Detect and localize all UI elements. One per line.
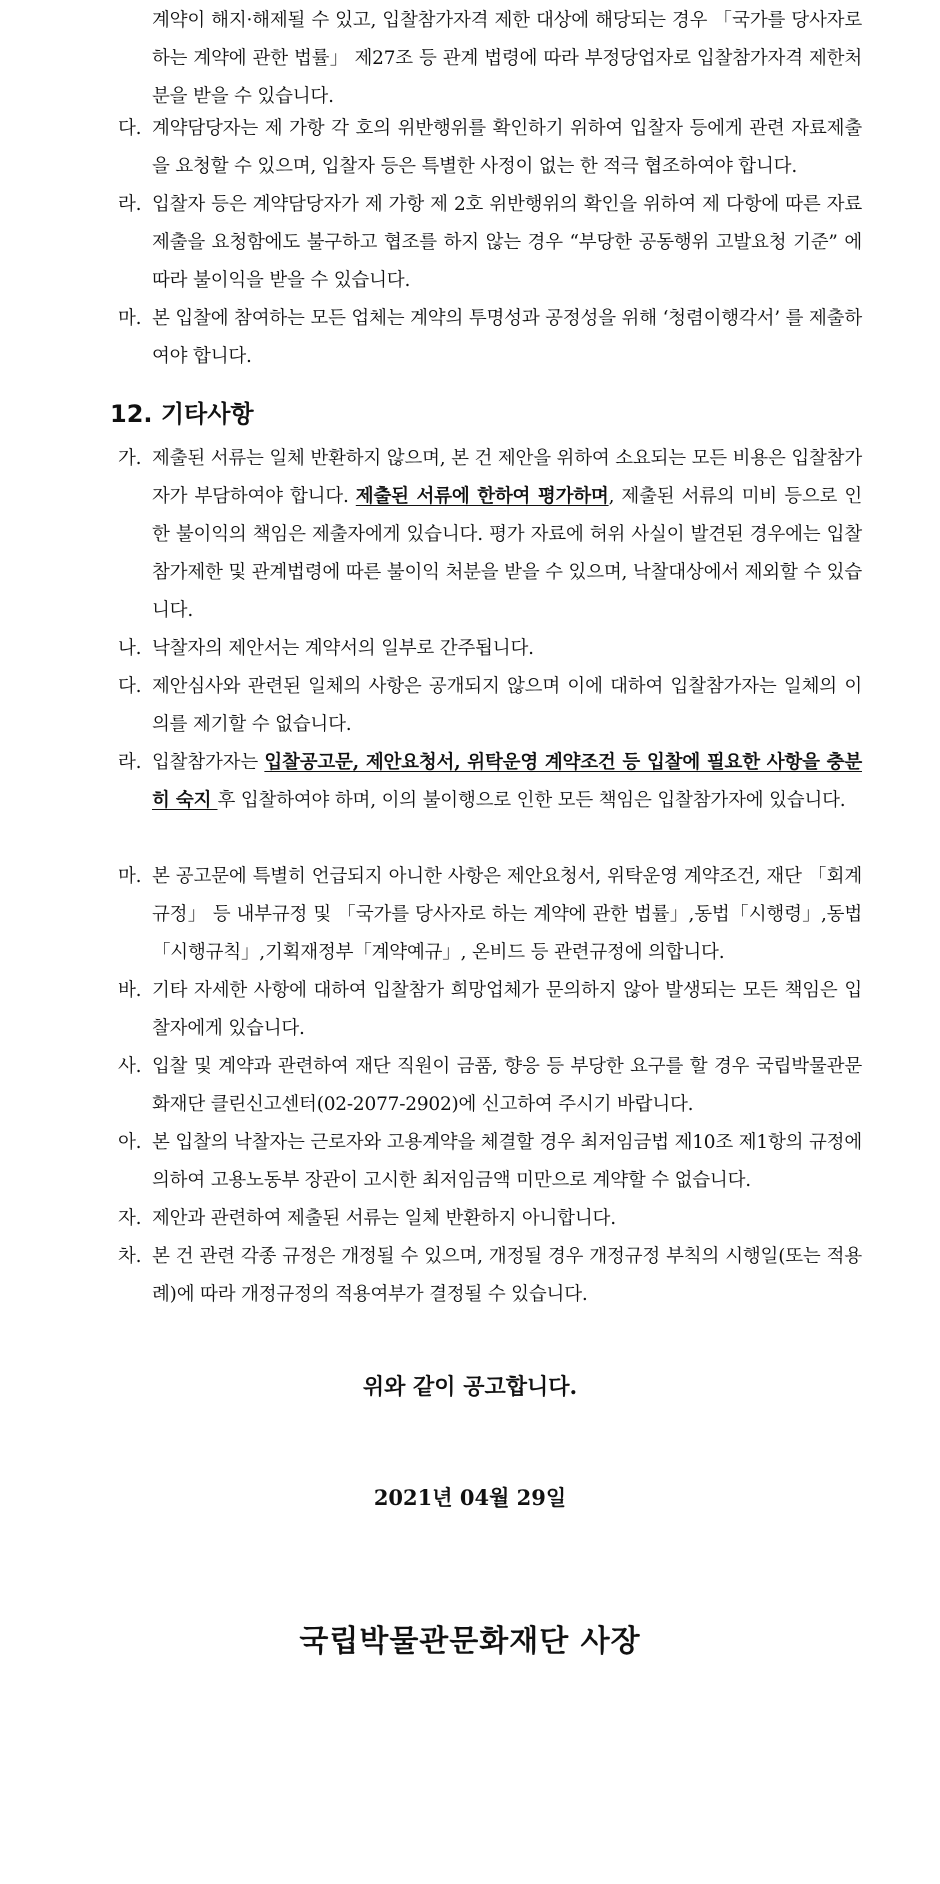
list-item [118, 858, 862, 972]
signer-title: 국립박물관문화재단 사장 [299, 1624, 641, 1659]
item-marker: 자. [118, 1208, 142, 1229]
item-text-part: 후 입찰하여야 하며, 이의 불이행으로 인한 모든 책임은 입찰참가자에 있습니다. [217, 790, 846, 811]
announcement-date: 2021년 04월 29일 [373, 1485, 567, 1510]
item-marker: 다. [118, 118, 142, 139]
list-item [118, 110, 862, 186]
emphasized-text: 제출된 서류에 한하여 평가하며 [355, 486, 609, 507]
item-marker: 다. [118, 676, 142, 697]
emphasized-text: 입찰공고문, 제안요청서, 위탁운영 계약조건 등 입찰에 필요한 사항을 충분히 숙지 [152, 752, 862, 811]
item-text [118, 440, 862, 630]
item-text-part: 입찰참가자는 [152, 752, 265, 773]
item-marker: 사. [118, 1056, 142, 1077]
item-text: 제안과 관련하여 제출된 서류는 일체 반환하지 아니합니다. [152, 1208, 616, 1229]
item-text-part: , 제출된 서류의 미비 등으로 인한 불이익의 책임은 제출자에게 있습니다. 평가 자료에 허위 사실이 발견된 경우에는 입찰참가제한 및 관계법령에 따른 불이익 처분을 받을 수 있으며, 낙찰대상에서 제외할 수 있습니다. [152, 486, 863, 621]
list-item [118, 1124, 862, 1200]
list-item [118, 1048, 862, 1124]
item-marker: 아. [118, 1132, 142, 1153]
item-text: 낙찰자의 제안서는 계약서의 일부로 간주됩니다. [152, 638, 534, 659]
item-text [118, 744, 862, 820]
item-text: 본 입찰의 낙찰자는 근로자와 고용계약을 체결할 경우 최저임금법 제10조 제1항의 규정에 의하여 고용노동부 장관이 고시한 최저임금액 미만으로 계약할 수 없습니다. [152, 1132, 863, 1191]
list-item [118, 1200, 862, 1238]
item-text: 본 건 관련 각종 규정은 개정될 수 있으며, 개정될 경우 개정규정 부칙의 시행일(또는 적용례)에 따라 개정규정의 적용여부가 결정될 수 있습니다. [152, 1246, 862, 1305]
item-text-part: 제출된 서류는 일체 반환하지 않으며, 본 건 제안을 위하여 소요되는 모든 비용은 입찰참가자가 부담하여야 합니다. [152, 448, 863, 507]
continuation-text: 계약이 해지·해제될 수 있고, 입찰참가자격 제한 대상에 해당되는 경우 「국가를 당사자로 하는 계약에 관한 법률」 제27조 등 관계 법령에 따라 부정당업자로 입찰참가자격 제한처분을 받을 수 있습니다. [152, 10, 862, 107]
list-item [118, 744, 862, 820]
item-text: 기타 자세한 사항에 대하여 입찰참가 희망업체가 문의하지 않아 발생되는 모든 책임은 입찰자에게 있습니다. [152, 980, 862, 1039]
section-heading: 12. 기타사항 [110, 400, 254, 428]
item-text: 제안심사와 관련된 일체의 사항은 공개되지 않으며 이에 대하여 입찰참가자는 일체의 이의를 제기할 수 없습니다. [152, 676, 862, 735]
list-item [118, 440, 862, 630]
item-marker: 가. [118, 448, 142, 469]
list-item [118, 1238, 862, 1314]
list-item [118, 630, 862, 668]
list-item [118, 300, 862, 376]
item-marker: 라. [118, 194, 142, 215]
list-item [118, 668, 862, 744]
item-text: 입찰 및 계약과 관련하여 재단 직원이 금품, 향응 등 부당한 요구를 할 경우 국립박물관문화재단 클린신고센터(02-2077-2902)에 신고하여 주시기 바랍니다. [152, 1056, 862, 1115]
item-marker: 라. [118, 752, 142, 773]
item-marker: 바. [118, 980, 142, 1001]
item-text: 본 공고문에 특별히 언급되지 아니한 사항은 제안요청서, 위탁운영 계약조건, 재단 「회계규정」 등 내부규정 및 「국가를 당사자로 하는 계약에 관한 법률」,동법「시행령」,동법「시행규칙」,기획재정부「계약예규」, 온비드 등 관련규정에 의합니다. [152, 866, 862, 963]
item-text: 계약담당자는 제 가항 각 호의 위반행위를 확인하기 위하여 입찰자 등에게 관련 자료제출을 요청할 수 있으며, 입찰자 등은 특별한 사정이 없는 한 적극 협조하여야 합니다. [152, 118, 862, 177]
list-item [118, 972, 862, 1048]
list-item [118, 186, 862, 300]
item-marker: 마. [118, 866, 142, 887]
item-text: 본 입찰에 참여하는 모든 업체는 계약의 투명성과 공정성을 위해 ‘청렴이행각서’ 를 제출하여야 합니다. [152, 308, 863, 367]
item-marker: 차. [118, 1246, 142, 1267]
item-marker: 나. [118, 638, 142, 659]
item-marker: 마. [118, 308, 142, 329]
item-text: 입찰자 등은 계약담당자가 제 가항 제 2호 위반행위의 확인을 위하여 제 다항에 따른 자료제출을 요청함에도 불구하고 협조를 하지 않는 경우 “부당한 공동행위 고발요청 기준” 에 따라 불이익을 받을 수 있습니다. [152, 194, 862, 291]
announcement-line: 위와 같이 공고합니다. [362, 1374, 578, 1400]
